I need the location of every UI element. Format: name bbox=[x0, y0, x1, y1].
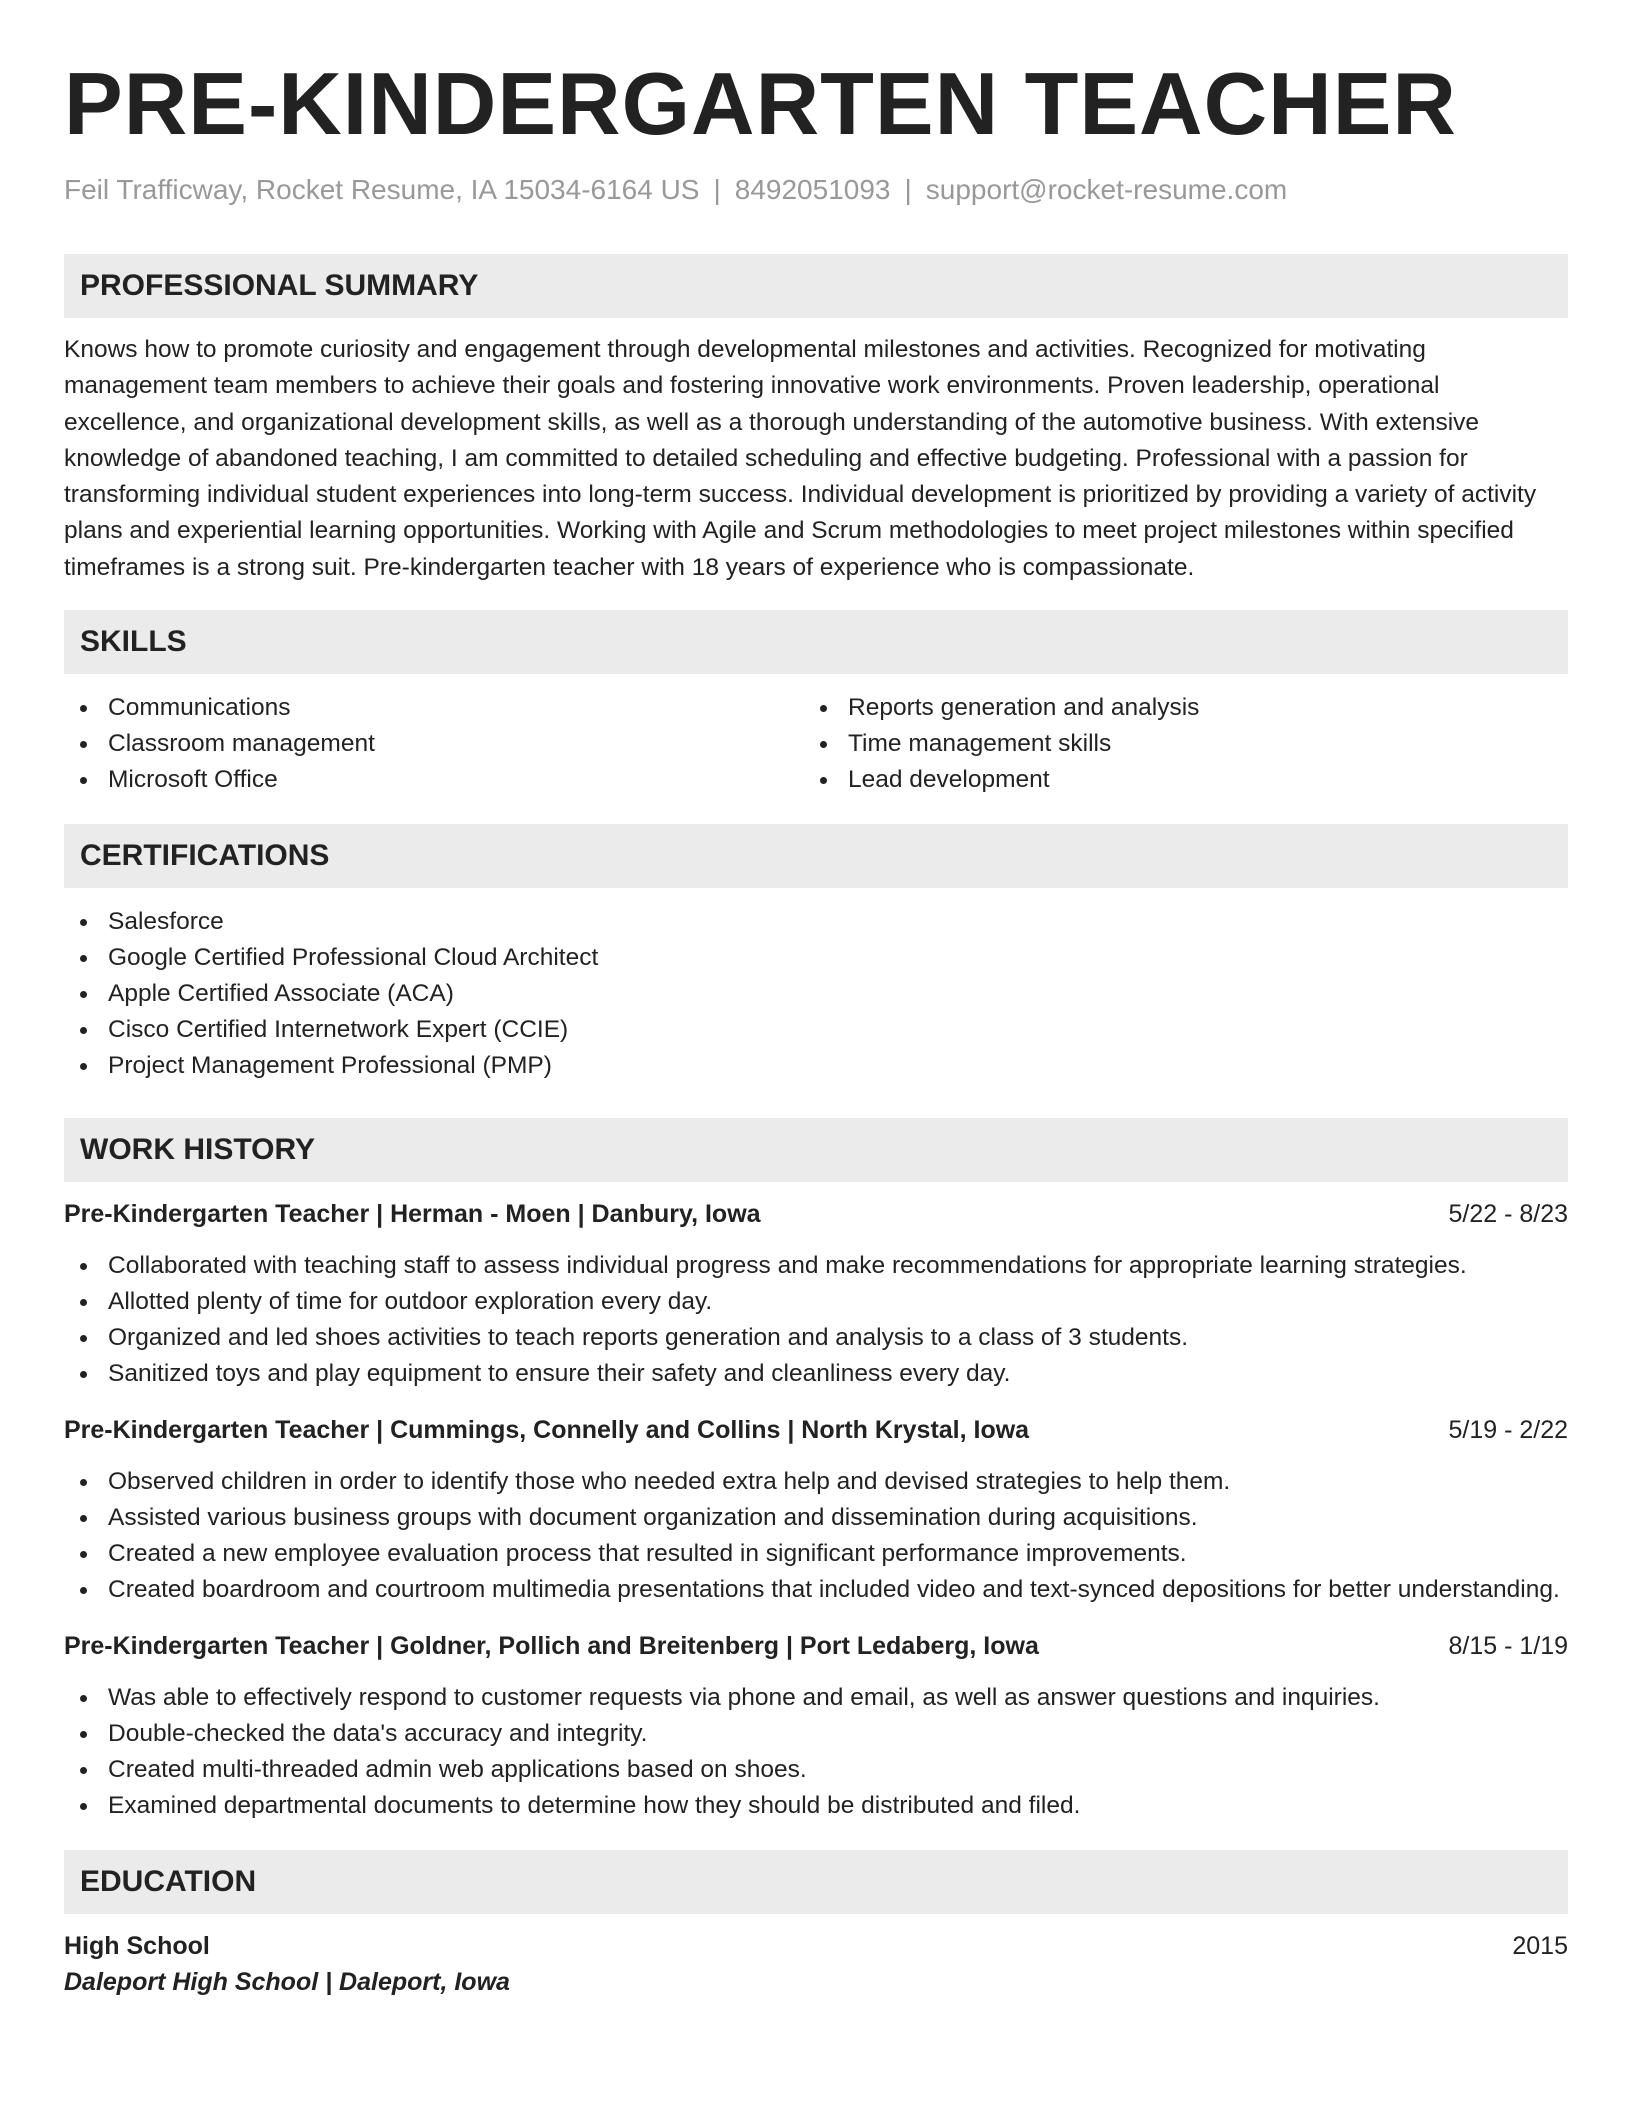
certification-item: Project Management Professional (PMP) bbox=[64, 1048, 1568, 1084]
job-bullet: Collaborated with teaching staff to assess individual progress and make recommendations for appropriate learning strategies. bbox=[64, 1248, 1568, 1284]
candidate-title: PRE-KINDERGARTEN TEACHER bbox=[64, 54, 1457, 153]
education-degree: High School bbox=[64, 1932, 210, 1961]
skill-item: Time management skills bbox=[804, 726, 1544, 762]
education-header bbox=[64, 1928, 1568, 1964]
skills-column-right bbox=[804, 690, 1544, 798]
job-bullet: Organized and led shoes activities to teach reports generation and analysis to a class of 3 students. bbox=[64, 1320, 1568, 1356]
job-entry bbox=[64, 1196, 1568, 1392]
skill-item: Communications bbox=[64, 690, 804, 726]
certification-item: Cisco Certified Internetwork Expert (CCIE) bbox=[64, 1012, 1568, 1048]
job-title: Pre-Kindergarten Teacher | Goldner, Pollich and Breitenberg | Port Ledaberg, Iowa bbox=[64, 1632, 1039, 1661]
certification-item: Salesforce bbox=[64, 904, 1568, 940]
contact-phone: 8492051093 bbox=[734, 174, 891, 205]
education-entry bbox=[64, 1928, 1568, 2000]
work-history-heading: WORK HISTORY bbox=[64, 1118, 1568, 1182]
skills-heading: SKILLS bbox=[64, 610, 1568, 674]
skill-item: Lead development bbox=[804, 762, 1544, 798]
job-bullets bbox=[64, 1248, 1568, 1392]
skill-item: Microsoft Office bbox=[64, 762, 804, 798]
contact-email: support@rocket-resume.com bbox=[925, 174, 1288, 205]
job-bullet: Created boardroom and courtroom multimedia presentations that included video and text-synced depositions for better understanding. bbox=[64, 1572, 1568, 1608]
education-heading: EDUCATION bbox=[64, 1850, 1568, 1914]
job-bullets bbox=[64, 1680, 1568, 1824]
certification-item: Google Certified Professional Cloud Architect bbox=[64, 940, 1568, 976]
job-dates: 5/22 - 8/23 bbox=[1448, 1200, 1568, 1229]
job-bullet: Created multi-threaded admin web applications based on shoes. bbox=[64, 1752, 1568, 1788]
job-entry bbox=[64, 1412, 1568, 1608]
certifications-list bbox=[64, 904, 1568, 1084]
job-title: Pre-Kindergarten Teacher | Cummings, Connelly and Collins | North Krystal, Iowa bbox=[64, 1416, 1030, 1445]
job-bullet: Assisted various business groups with document organization and dissemination during acquisitions. bbox=[64, 1500, 1568, 1536]
job-bullet: Allotted plenty of time for outdoor exploration every day. bbox=[64, 1284, 1568, 1320]
education-year: 2015 bbox=[1512, 1932, 1568, 1961]
summary-heading: PROFESSIONAL SUMMARY bbox=[64, 254, 1568, 318]
job-title: Pre-Kindergarten Teacher | Herman - Moen | Danbury, Iowa bbox=[64, 1200, 761, 1229]
skills-column-left bbox=[64, 690, 804, 798]
education-school: Daleport High School | Daleport, Iowa bbox=[64, 1968, 510, 1997]
job-entry bbox=[64, 1628, 1568, 1824]
job-bullet: Observed children in order to identify those who needed extra help and devised strategies to help them. bbox=[64, 1464, 1568, 1500]
skill-item: Reports generation and analysis bbox=[804, 690, 1544, 726]
contact-separator: | bbox=[904, 174, 912, 205]
job-bullets bbox=[64, 1464, 1568, 1608]
certification-item: Apple Certified Associate (ACA) bbox=[64, 976, 1568, 1012]
job-bullet: Created a new employee evaluation process that resulted in significant performance improvements. bbox=[64, 1536, 1568, 1572]
skill-item: Classroom management bbox=[64, 726, 804, 762]
contact-address: Feil Trafficway, Rocket Resume, IA 15034-6164 US bbox=[64, 174, 700, 205]
job-dates: 8/15 - 1/19 bbox=[1448, 1632, 1568, 1661]
certifications-heading: CERTIFICATIONS bbox=[64, 824, 1568, 888]
job-bullet: Sanitized toys and play equipment to ensure their safety and cleanliness every day. bbox=[64, 1356, 1568, 1392]
summary-text: Knows how to promote curiosity and engagement through developmental milestones and activities. Recognized for motivating management team members to achieve their goals and fostering innovative work environments. Proven leadership, operational excellence, and organizational development skills, as well as a thorough understanding of the automotive business. With extensive knowledge of abandoned teaching, I am committed to detailed scheduling and effective budgeting. Professional with a passion for transforming individual student experiences into long-term success. Individual development is prioritized by providing a variety of activity plans and experiential learning opportunities. Working with Agile and Scrum methodologies to meet project milestones within specified timeframes is a strong suit. Pre-kindergarten teacher with 18 years of experience who is compassionate. bbox=[64, 336, 1537, 581]
job-header bbox=[64, 1196, 1568, 1232]
contact-separator: | bbox=[713, 174, 721, 205]
job-header bbox=[64, 1412, 1568, 1448]
contact-line bbox=[64, 172, 1568, 208]
job-header bbox=[64, 1628, 1568, 1664]
job-bullet: Was able to effectively respond to customer requests via phone and email, as well as answer questions and inquiries. bbox=[64, 1680, 1568, 1716]
skills-list bbox=[64, 690, 1568, 798]
job-bullet: Double-checked the data's accuracy and integrity. bbox=[64, 1716, 1568, 1752]
job-bullet: Examined departmental documents to determine how they should be distributed and filed. bbox=[64, 1788, 1568, 1824]
job-dates: 5/19 - 2/22 bbox=[1448, 1416, 1568, 1445]
